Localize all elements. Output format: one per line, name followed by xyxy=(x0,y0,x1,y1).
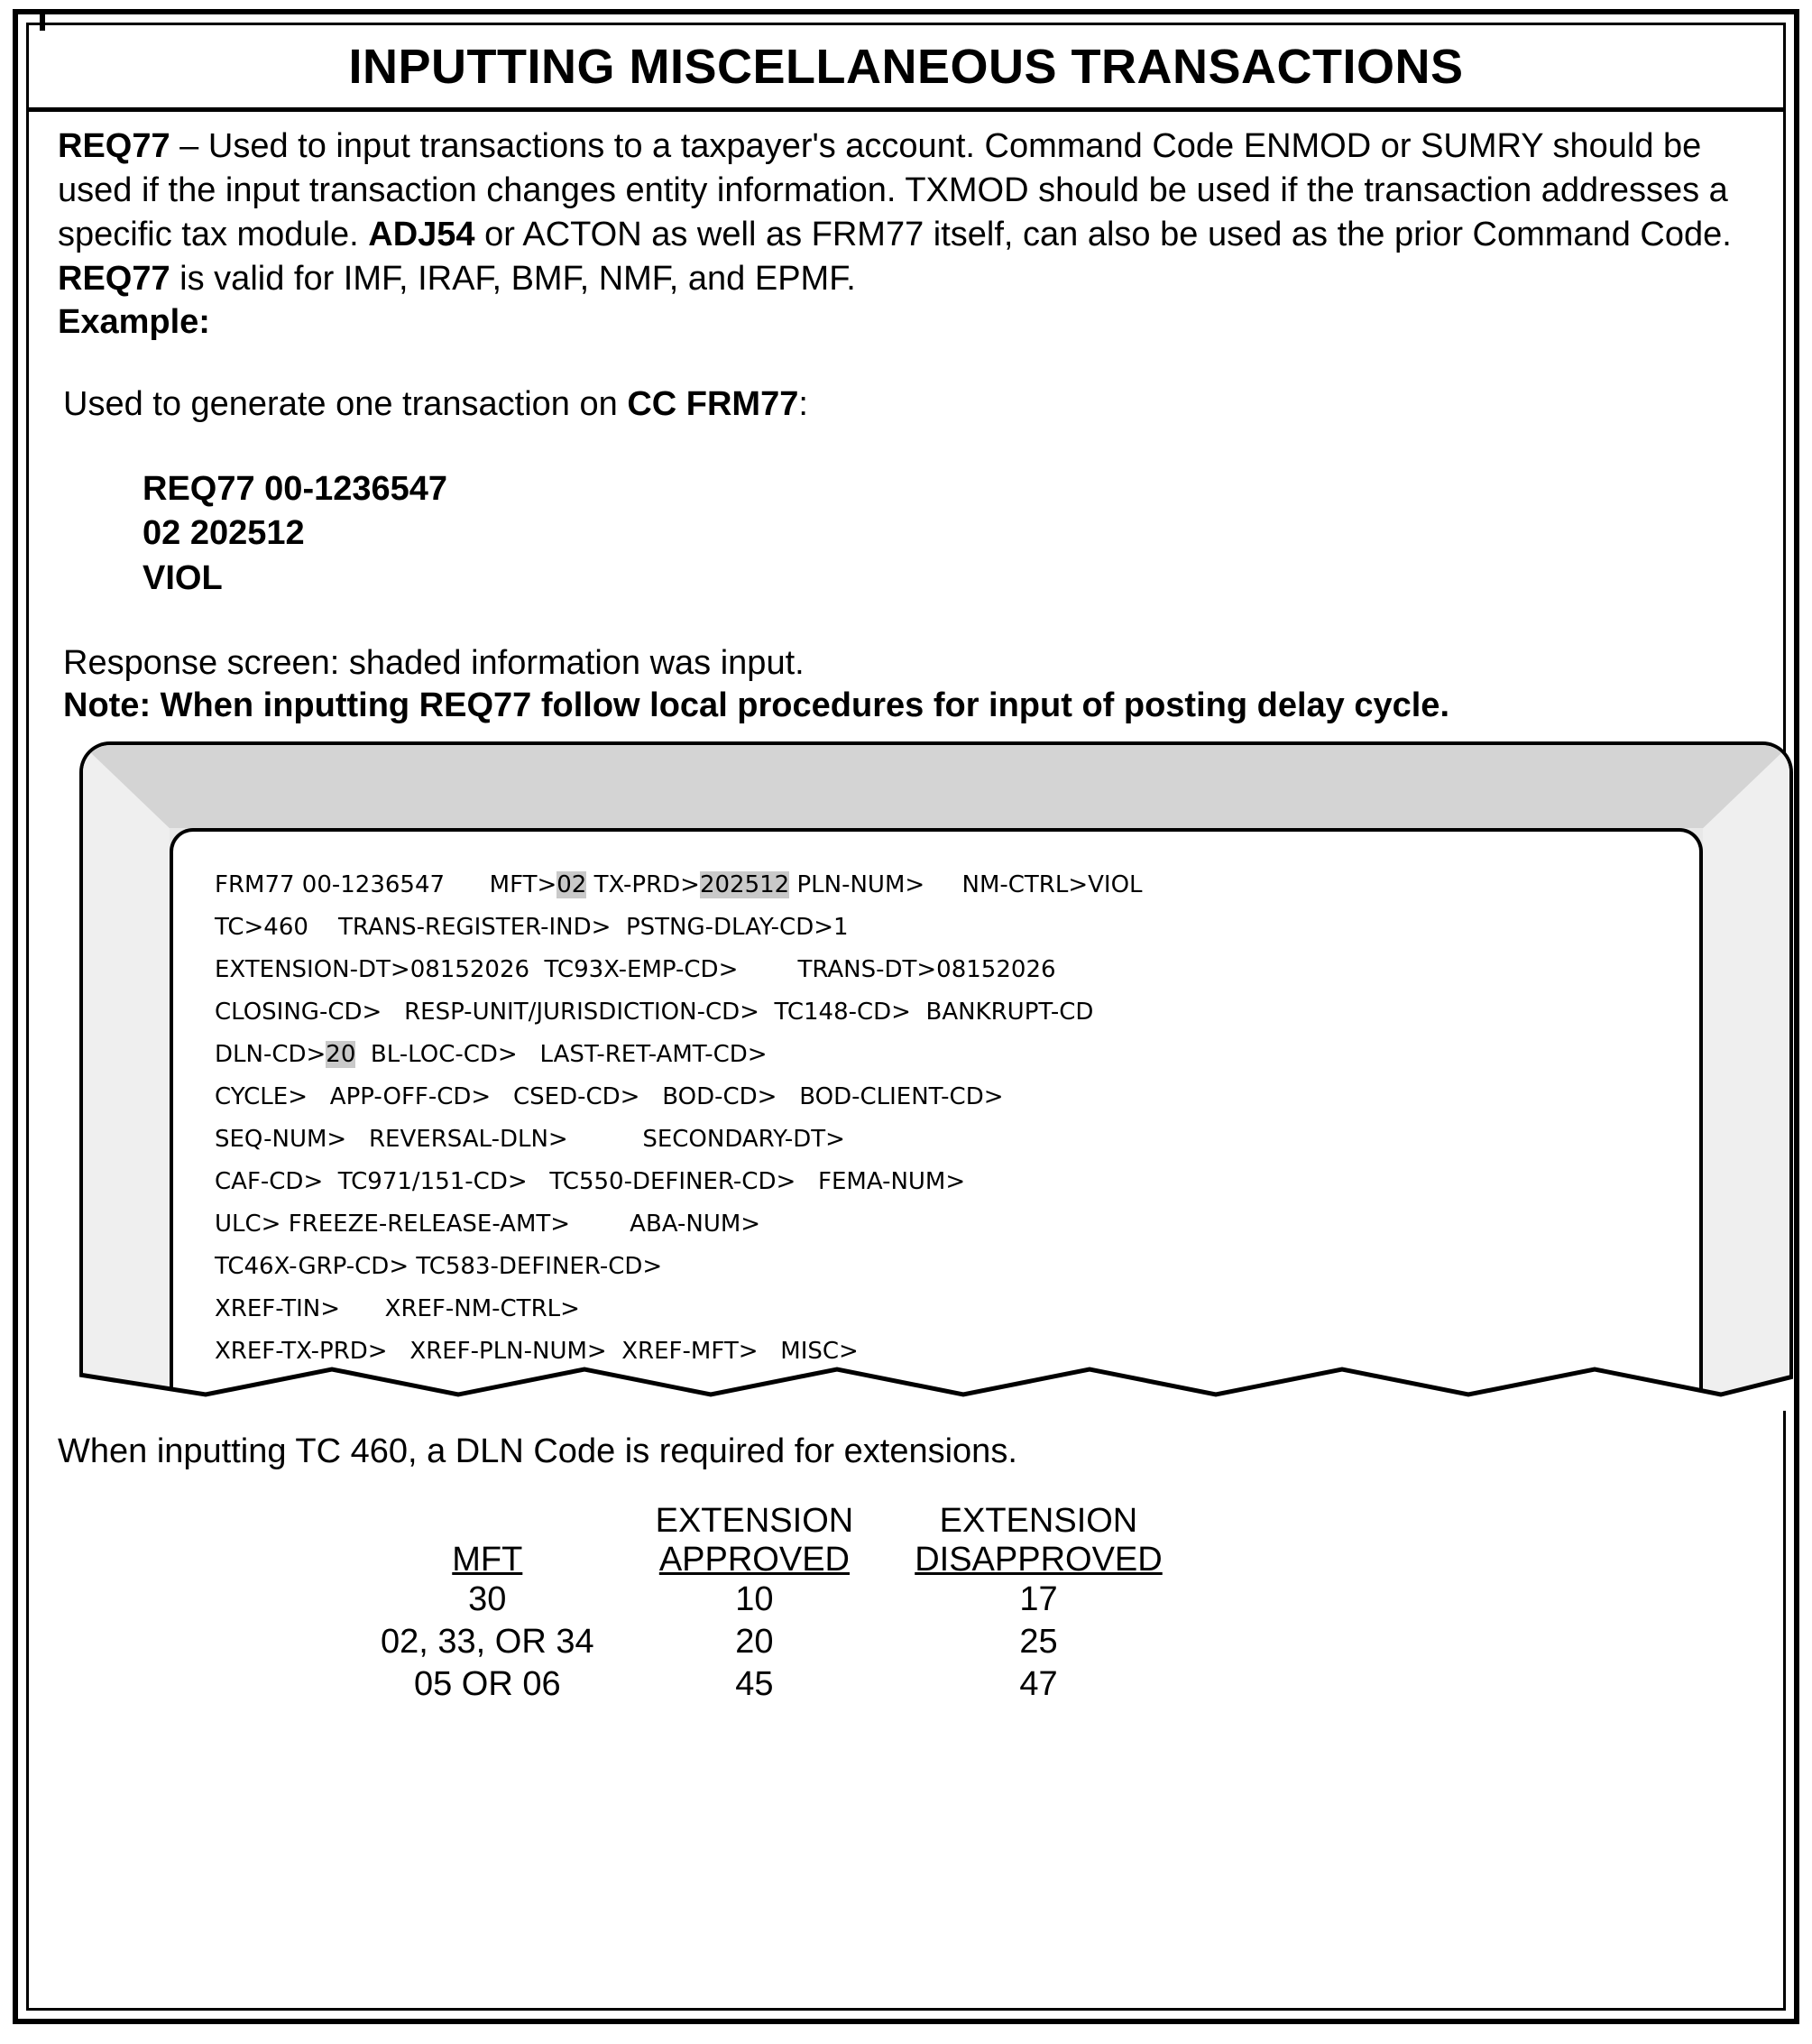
column-header-mft: MFT xyxy=(452,1540,523,1579)
cell-disapproved: 47 xyxy=(1019,1665,1058,1704)
terminal-field-label: XREF-TX-PRD> XREF-PLN-NUM> XREF-MFT> MISC> xyxy=(215,1338,859,1366)
cell-approved: 10 xyxy=(735,1580,774,1619)
intro-code-req77-2: REQ77 xyxy=(58,260,170,299)
terminal-field-label: CAF-CD> TC971/151-CD> TC550-DEFINER-CD> FEMA-NUM> xyxy=(215,1168,966,1196)
terminal-line xyxy=(215,991,1699,1034)
page-border-outer xyxy=(13,9,1799,2024)
command-line: VIOL xyxy=(143,558,223,597)
terminal-line xyxy=(215,907,1699,949)
command-example-block xyxy=(143,467,1760,601)
cell-disapproved: 25 xyxy=(1019,1623,1058,1662)
used-to-generate-suffix: : xyxy=(798,385,808,424)
terminal-field-label: DLN-CD> xyxy=(215,1041,327,1069)
terminal-text xyxy=(173,832,1699,1373)
page-title: INPUTTING MISCELLANEOUS TRANSACTIONS xyxy=(348,39,1464,94)
terminal-display xyxy=(170,828,1703,1409)
posting-delay-note: Note: When inputting REQ77 follow local procedures for input of posting delay cycle. xyxy=(63,686,1449,725)
torn-edge-graphic xyxy=(79,1348,1793,1411)
table-row xyxy=(350,1621,1193,1663)
terminal-field-label: XREF-TIN> XREF-NM-CTRL> xyxy=(215,1295,580,1323)
table-header-row xyxy=(350,1502,1193,1579)
bezel-left-shade xyxy=(83,745,170,1409)
table-row xyxy=(350,1663,1193,1706)
page-title-bar xyxy=(29,25,1783,112)
cell-mft: 30 xyxy=(468,1580,507,1619)
terminal-input-value: 02 xyxy=(556,871,587,899)
cell-mft: 02, 33, OR 34 xyxy=(381,1623,594,1662)
terminal-field-label: CLOSING-CD> RESP-UNIT/JURISDICTION-CD> TC148-CD> BANKRUPT-CD xyxy=(215,999,1094,1027)
terminal-line xyxy=(215,1034,1699,1076)
table-row xyxy=(350,1579,1193,1621)
cell-disapproved: 17 xyxy=(1019,1580,1058,1619)
terminal-line xyxy=(215,864,1699,907)
terminal-field-label: TC46X-GRP-CD> TC583-DEFINER-CD> xyxy=(215,1253,663,1281)
used-to-generate-code: CC FRM77 xyxy=(627,385,799,424)
used-to-generate-line xyxy=(63,385,1760,424)
column-header-extension-disapproved: EXTENSION DISAPPROVED xyxy=(915,1502,1163,1579)
command-line: REQ77 00-1236547 xyxy=(143,470,448,509)
terminal-field-label: FRM77 00-1236547 MFT> xyxy=(215,871,557,899)
extension-code-table xyxy=(350,1502,1193,1706)
terminal-input-value: 202512 xyxy=(699,871,790,899)
terminal-line xyxy=(215,949,1699,991)
intro-text-2: or ACTON as well as FRM77 itself, can also be used as the prior Command Code. xyxy=(474,216,1732,254)
example-label: Example: xyxy=(58,303,210,342)
intro-text-3: is valid for IMF, IRAF, BMF, NMF, and EPMF. xyxy=(170,260,856,299)
terminal-field-label: TC>460 TRANS-REGISTER-IND> PSTNG-DLAY-CD>1 xyxy=(215,914,849,942)
terminal-field-label: TX-PRD> xyxy=(586,871,700,899)
cell-mft: 05 OR 06 xyxy=(413,1665,561,1704)
intro-code-adj54: ADJ54 xyxy=(368,216,475,254)
used-to-generate-prefix: Used to generate one transaction on xyxy=(63,385,628,424)
bezel-top-shade xyxy=(83,745,1789,828)
terminal-screen-figure xyxy=(79,741,1793,1409)
terminal-field-label: BL-LOC-CD> LAST-RET-AMT-CD> xyxy=(355,1041,768,1069)
terminal-field-label: CYCLE> APP-OFF-CD> CSED-CD> BOD-CD> BOD-CLIENT-CD> xyxy=(215,1083,1004,1111)
intro-code-req77: REQ77 xyxy=(58,127,170,165)
command-line: 02 202512 xyxy=(143,514,305,553)
column-header-extension-approved: EXTENSION APPROVED xyxy=(655,1502,854,1579)
terminal-line xyxy=(215,1288,1699,1330)
intro-paragraph xyxy=(58,124,1760,301)
terminal-input-value: 20 xyxy=(326,1041,356,1069)
dln-code-note: When inputting TC 460, a DLN Code is required for extensions. xyxy=(58,1432,1017,1471)
terminal-line xyxy=(215,1203,1699,1246)
terminal-line xyxy=(215,1076,1699,1119)
intro-text-1: – Used to input transactions to a taxpayer's account. Command Code ENMOD or SUMRY should be used if the input transaction changes entity information. TXMOD should be used if the transaction addresses a specific tax module. xyxy=(58,127,1728,254)
page-content xyxy=(29,112,1783,2008)
terminal-line xyxy=(215,1161,1699,1203)
terminal-line xyxy=(215,1119,1699,1161)
terminal-line xyxy=(215,1246,1699,1288)
cell-approved: 20 xyxy=(735,1623,774,1662)
page-border-inner xyxy=(26,23,1786,2011)
bezel-right-shade xyxy=(1703,745,1789,1409)
terminal-bezel xyxy=(79,741,1793,1409)
terminal-field-label: ULC> FREEZE-RELEASE-AMT> ABA-NUM> xyxy=(215,1211,761,1238)
response-screen-note: Response screen: shaded information was input. xyxy=(63,644,805,683)
terminal-field-label: SEQ-NUM> REVERSAL-DLN> SECONDARY-DT> xyxy=(215,1126,845,1154)
terminal-field-label: PLN-NUM> NM-CTRL>VIOL xyxy=(789,871,1143,899)
terminal-field-label: EXTENSION-DT>08152026 TC93X-EMP-CD> TRANS-DT>08152026 xyxy=(215,956,1056,984)
cell-approved: 45 xyxy=(735,1665,774,1704)
